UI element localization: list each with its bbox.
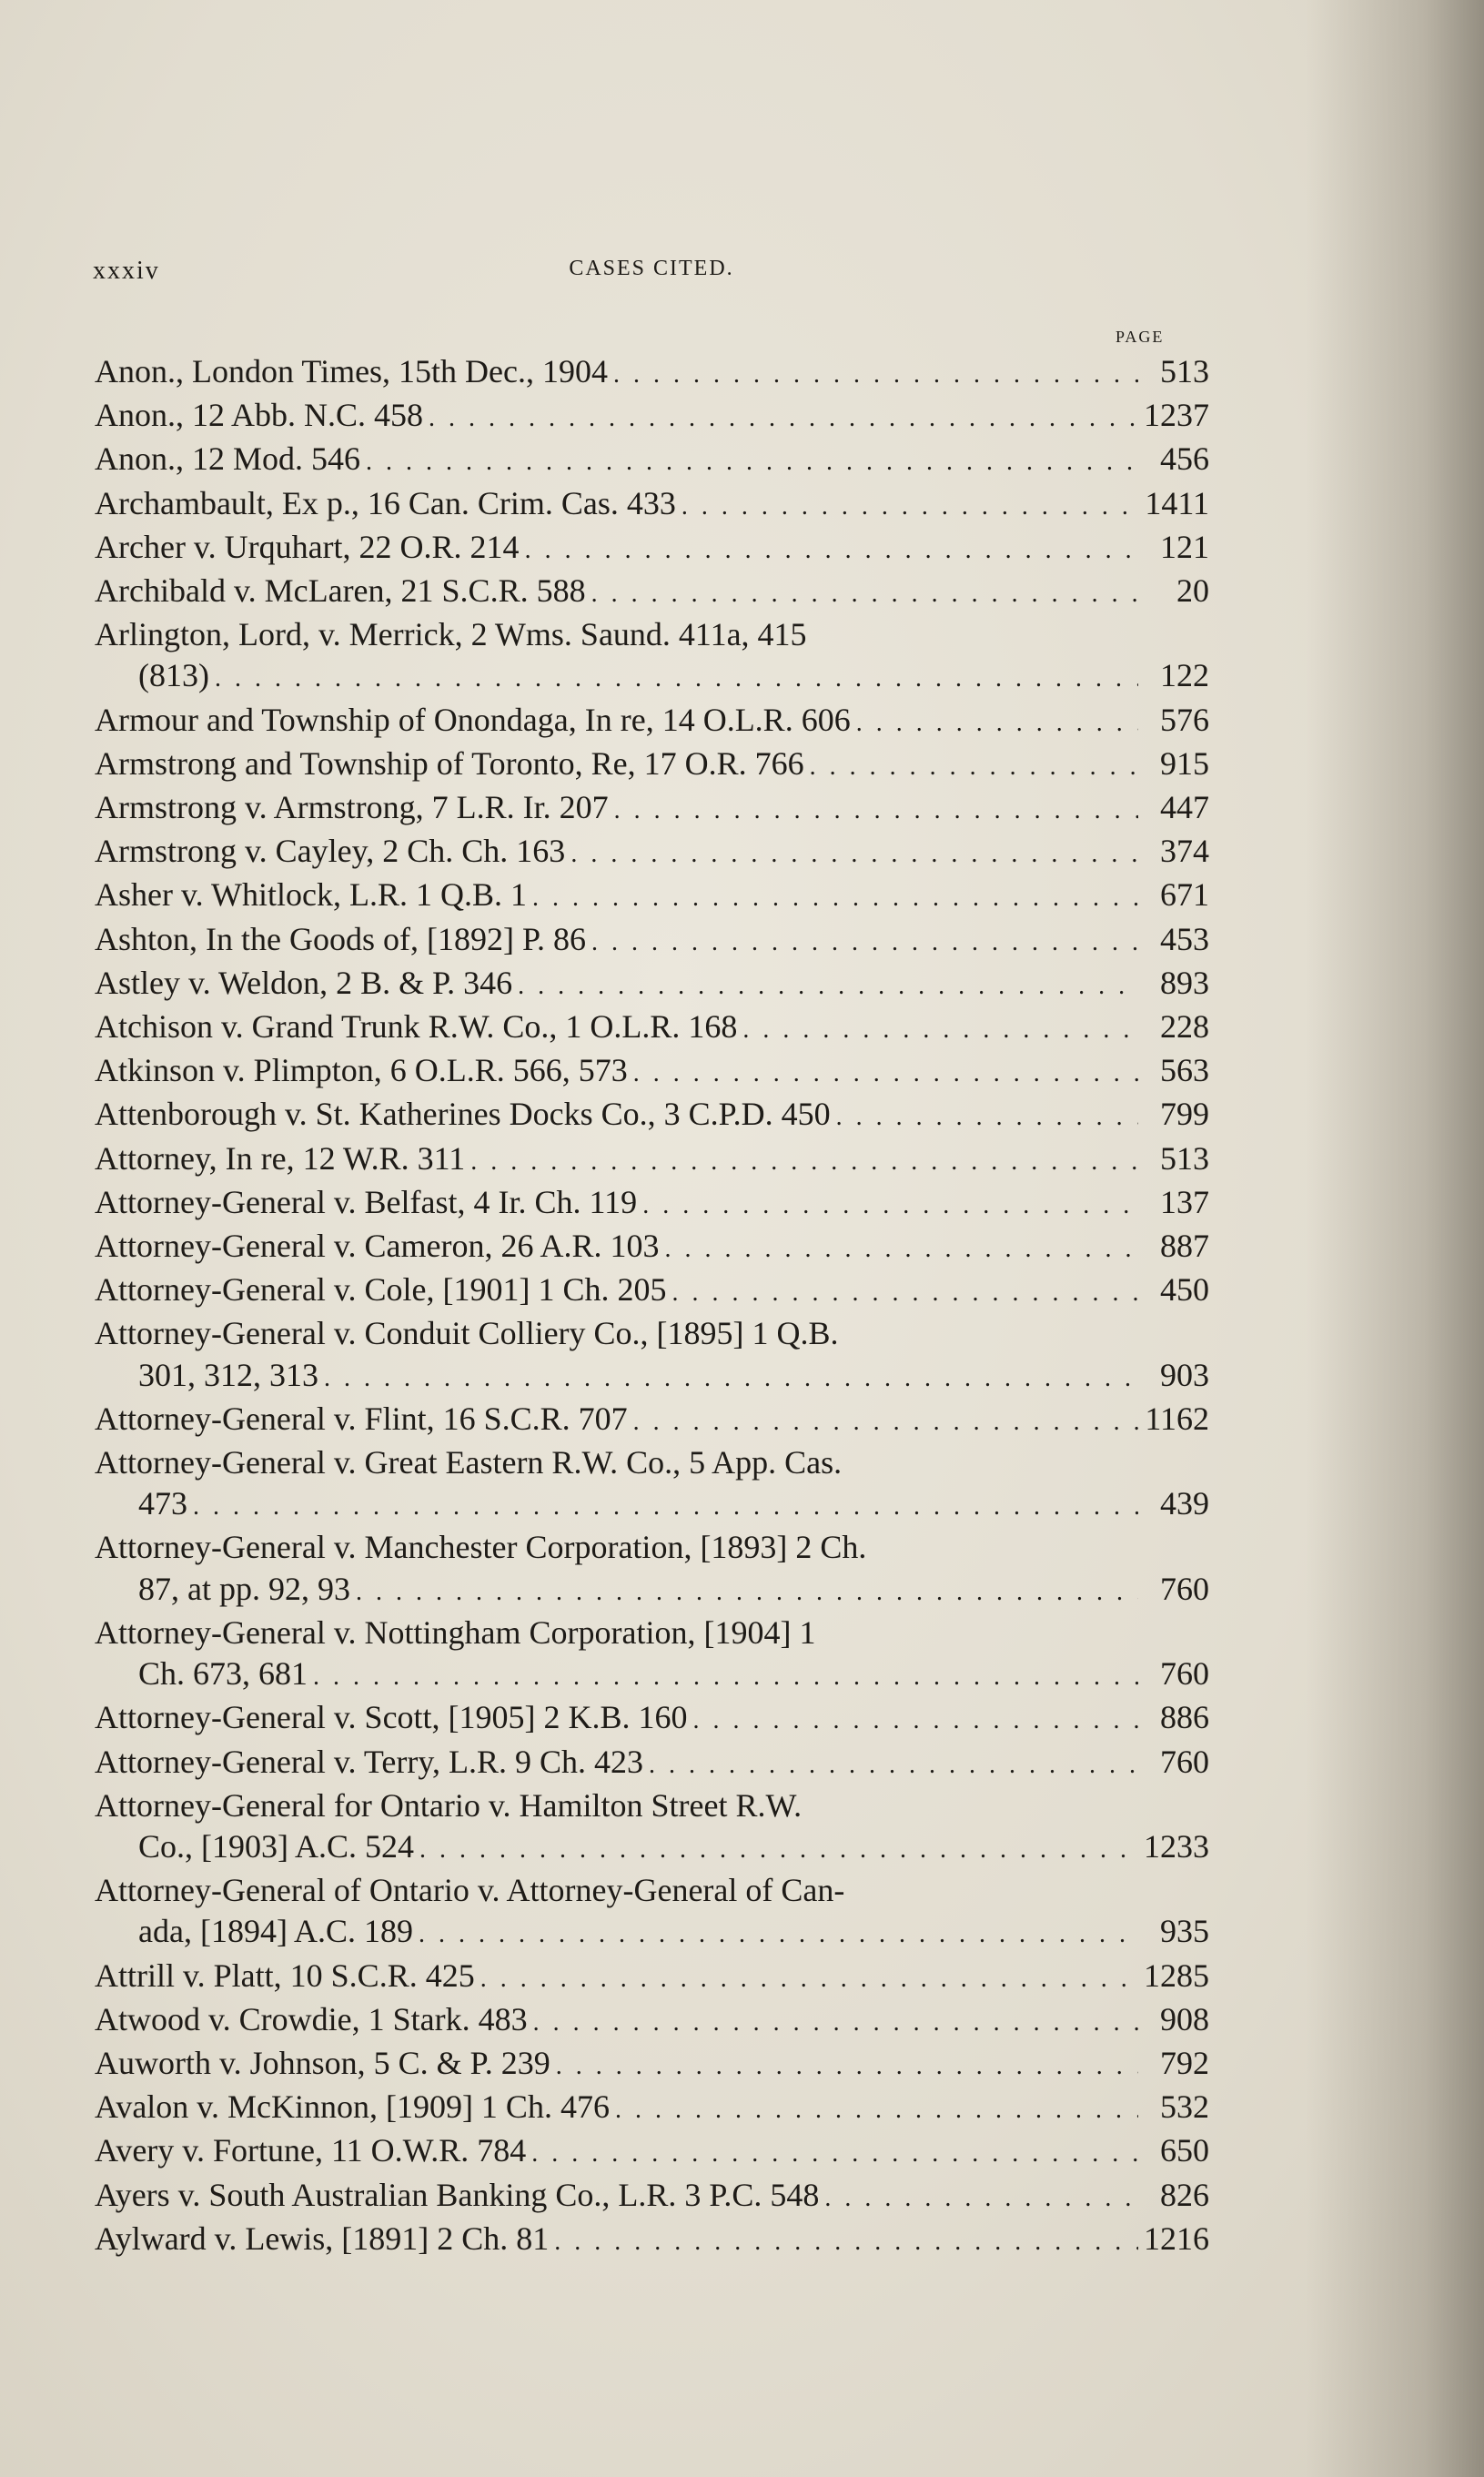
case-title-continued: (813): [138, 657, 209, 694]
page-number: 439: [1160, 1485, 1209, 1522]
page-number: 137: [1160, 1183, 1209, 1220]
page-number: 799: [1160, 1096, 1209, 1133]
page-number: 760: [1160, 1743, 1209, 1780]
case-title: Attorney, In re, 12 W.R. 311: [95, 1139, 466, 1177]
case-title: Attrill v. Platt, 10 S.C.R. 425: [95, 1956, 475, 1994]
page-number: 903: [1160, 1356, 1209, 1393]
case-title: Attorney-General v. Cameron, 26 A.R. 103: [95, 1228, 660, 1265]
dot-leader: [518, 966, 1138, 1006]
running-header: [93, 257, 1210, 293]
case-entry: [95, 1226, 1209, 1269]
dot-leader: [533, 2002, 1138, 2043]
page-number: 650: [1160, 2132, 1209, 2169]
dot-leader: [419, 1829, 1138, 1870]
dot-leader: [633, 1401, 1138, 1442]
dot-leader: [810, 746, 1138, 787]
dot-leader: [556, 2046, 1138, 2087]
case-entry: [95, 1742, 1209, 1785]
case-entry: [95, 351, 1209, 395]
dot-leader: [419, 1914, 1138, 1955]
case-entry: [95, 1050, 1209, 1094]
dot-leader: [836, 1097, 1138, 1137]
case-title: Attorney-General v. Cole, [1901] 1 Ch. 205: [95, 1271, 667, 1309]
case-title: Attorney-General v. Flint, 16 S.C.R. 707: [95, 1400, 628, 1437]
dot-leader: [591, 922, 1138, 963]
case-entry: [95, 1094, 1209, 1137]
dot-leader: [614, 790, 1138, 831]
page-number: 935: [1160, 1913, 1209, 1950]
dot-leader: [613, 354, 1138, 395]
case-title: Avery v. Fortune, 11 O.W.R. 784: [95, 2132, 527, 2169]
case-entry: [95, 1182, 1209, 1226]
page-number: 915: [1160, 744, 1209, 782]
dot-leader: [525, 530, 1138, 571]
dot-leader: [324, 1358, 1138, 1399]
case-title: Aylward v. Lewis, [1891] 2 Ch. 81: [95, 2219, 550, 2257]
case-entry: [95, 1785, 1209, 1870]
case-title-continued: Co., [1903] A.C. 524: [138, 1827, 415, 1865]
dot-leader: [649, 1744, 1138, 1785]
page-number: 1285: [1144, 1956, 1209, 1994]
case-title: Archambault, Ex p., 16 Can. Crim. Cas. 433: [95, 484, 676, 521]
page-number: 826: [1160, 2176, 1209, 2213]
case-title: Attorney-General v. Belfast, 4 Ir. Ch. 119: [95, 1183, 638, 1220]
case-title: Attorney-General of Ontario v. Attorney-General of Can-: [95, 1872, 845, 1909]
case-list: [95, 351, 1209, 2262]
case-entry: [95, 1956, 1209, 1999]
case-entry: [95, 1527, 1209, 1612]
case-title: Attorney-General v. Scott, [1905] 2 K.B. 160: [95, 1699, 688, 1736]
dot-leader: [742, 1009, 1138, 1050]
dot-leader: [531, 2133, 1138, 2174]
dot-leader: [615, 2089, 1138, 2130]
page-number: 447: [1160, 789, 1209, 826]
page-number: 671: [1160, 876, 1209, 914]
case-entry: [95, 1870, 1209, 1955]
case-title: Atwood v. Crowdie, 1 Stark. 483: [95, 2000, 528, 2037]
page-number: 1216: [1144, 2219, 1209, 2257]
dot-leader: [665, 1228, 1138, 1269]
dot-leader: [856, 703, 1138, 743]
case-title: Atkinson v. Plimpton, 6 O.L.R. 566, 573: [95, 1052, 628, 1089]
case-title: Ayers v. South Australian Banking Co., L.R. 3 P.C. 548: [95, 2176, 820, 2213]
case-title: Attorney-General v. Manchester Corporation, [1893] 2 Ch.: [95, 1529, 867, 1566]
case-title: Attorney-General v. Nottingham Corporation, [1904] 1: [95, 1613, 816, 1651]
dot-leader: [642, 1185, 1138, 1226]
dot-leader: [480, 1958, 1138, 1999]
case-entry: [95, 439, 1209, 482]
dot-leader: [193, 1486, 1138, 1527]
case-title: Attorney-General v. Terry, L.R. 9 Ch. 423: [95, 1743, 643, 1780]
case-entry: [95, 787, 1209, 831]
case-entry: [95, 1697, 1209, 1741]
case-entry: [95, 395, 1209, 439]
dot-leader: [591, 573, 1138, 614]
case-title: Auworth v. Johnson, 5 C. & P. 239: [95, 2044, 550, 2081]
case-title: Armstrong and Township of Toronto, Re, 17 O.R. 766: [95, 744, 804, 782]
case-title-continued: 473: [138, 1485, 187, 1522]
case-title: Armstrong v. Cayley, 2 Ch. Ch. 163: [95, 833, 566, 870]
page-number: 513: [1160, 1139, 1209, 1177]
case-entry: [95, 1999, 1209, 2043]
case-title: Attorney-General v. Great Eastern R.W. Co., 5 App. Cas.: [95, 1444, 843, 1481]
case-title: Astley v. Weldon, 2 B. & P. 346: [95, 964, 513, 1001]
case-entry: [95, 919, 1209, 963]
dot-leader: [681, 486, 1138, 527]
page-number: 121: [1160, 528, 1209, 565]
case-entry: [95, 2219, 1209, 2262]
case-entry: [95, 614, 1209, 699]
page-number: 576: [1160, 701, 1209, 738]
dot-leader: [824, 2178, 1138, 2219]
case-entry: [95, 2130, 1209, 2174]
case-title: Anon., 12 Abb. N.C. 458: [95, 397, 424, 434]
case-entry: [95, 2175, 1209, 2219]
case-title: Avalon v. McKinnon, [1909] 1 Ch. 476: [95, 2088, 610, 2126]
case-title: Archer v. Urquhart, 22 O.R. 214: [95, 528, 520, 565]
case-entry: [95, 527, 1209, 571]
case-title-continued: ada, [1894] A.C. 189: [138, 1913, 413, 1950]
page-number: 450: [1160, 1271, 1209, 1309]
case-entry: [95, 831, 1209, 875]
dot-leader: [313, 1656, 1138, 1697]
case-title-continued: 87, at pp. 92, 93: [138, 1570, 350, 1607]
page-number: 122: [1160, 657, 1209, 694]
case-entry: [95, 1613, 1209, 1697]
case-title: Attorney-General v. Conduit Colliery Co., [1895] 1 Q.B.: [95, 1315, 839, 1352]
page-number: 908: [1160, 2000, 1209, 2037]
case-entry: [95, 1138, 1209, 1182]
case-title: Armour and Township of Onondaga, In re, 14 O.L.R. 606: [95, 701, 851, 738]
case-entry: [95, 483, 1209, 527]
case-entry: [95, 2043, 1209, 2087]
page-number: 760: [1160, 1570, 1209, 1607]
case-title-continued: Ch. 673, 681: [138, 1655, 308, 1693]
case-entry: [95, 571, 1209, 614]
page-column-label: PAGE: [1116, 328, 1165, 346]
case-title: Atchison v. Grand Trunk R.W. Co., 1 O.L.R. 168: [95, 1008, 738, 1046]
page-number: 228: [1160, 1008, 1209, 1046]
case-entry: [95, 1313, 1209, 1398]
case-entry: [95, 875, 1209, 918]
case-title-continued: 301, 312, 313: [138, 1356, 318, 1393]
page-number: 20: [1176, 572, 1209, 610]
case-entry: [95, 2087, 1209, 2130]
page-number: 1237: [1144, 397, 1209, 434]
page-number: 453: [1160, 920, 1209, 957]
page-number: 374: [1160, 833, 1209, 870]
page-number: 1233: [1144, 1827, 1209, 1865]
case-title: Attorney-General for Ontario v. Hamilton Street R.W.: [95, 1786, 803, 1824]
page-number: 760: [1160, 1655, 1209, 1693]
dot-leader: [570, 834, 1138, 875]
page-number: 1411: [1145, 484, 1209, 521]
case-title: Arlington, Lord, v. Merrick, 2 Wms. Saund. 411a, 415: [95, 616, 807, 653]
page-number: 792: [1160, 2044, 1209, 2081]
page-number: 456: [1160, 440, 1209, 478]
case-title: Anon., London Times, 15th Dec., 1904: [95, 353, 609, 389]
case-entry: [95, 1006, 1209, 1050]
dot-leader: [356, 1572, 1138, 1613]
page-number: 513: [1160, 353, 1209, 389]
dot-leader: [532, 877, 1138, 918]
case-title: Attenborough v. St. Katherines Docks Co., 3 C.P.D. 450: [95, 1096, 831, 1133]
page-number: 563: [1160, 1052, 1209, 1089]
case-title: Asher v. Whitlock, L.R. 1 Q.B. 1: [95, 876, 527, 914]
page-number: 886: [1160, 1699, 1209, 1736]
case-entry: [95, 700, 1209, 743]
case-title: Ashton, In the Goods of, [1892] P. 86: [95, 920, 586, 957]
page-number: 893: [1160, 964, 1209, 1001]
case-entry: [95, 743, 1209, 787]
dot-leader: [215, 658, 1138, 699]
running-title: CASES CITED.: [569, 257, 734, 280]
page-number: 532: [1160, 2088, 1209, 2126]
page-number: 1162: [1145, 1400, 1209, 1437]
dot-leader: [672, 1272, 1138, 1313]
case-entry: [95, 1442, 1209, 1527]
case-entry: [95, 1269, 1209, 1313]
case-title: Archibald v. McLaren, 21 S.C.R. 588: [95, 572, 586, 610]
page-number: 887: [1160, 1228, 1209, 1265]
dot-leader: [633, 1053, 1138, 1094]
dot-leader: [429, 398, 1138, 439]
case-entry: [95, 1399, 1209, 1442]
dot-leader: [554, 2221, 1138, 2262]
case-title: Anon., 12 Mod. 546: [95, 440, 361, 478]
case-title: Armstrong v. Armstrong, 7 L.R. Ir. 207: [95, 789, 609, 826]
dot-leader: [693, 1700, 1138, 1741]
case-entry: [95, 963, 1209, 1006]
page-folio: xxxiv: [93, 257, 160, 285]
dot-leader: [470, 1141, 1138, 1182]
dot-leader: [366, 441, 1138, 482]
